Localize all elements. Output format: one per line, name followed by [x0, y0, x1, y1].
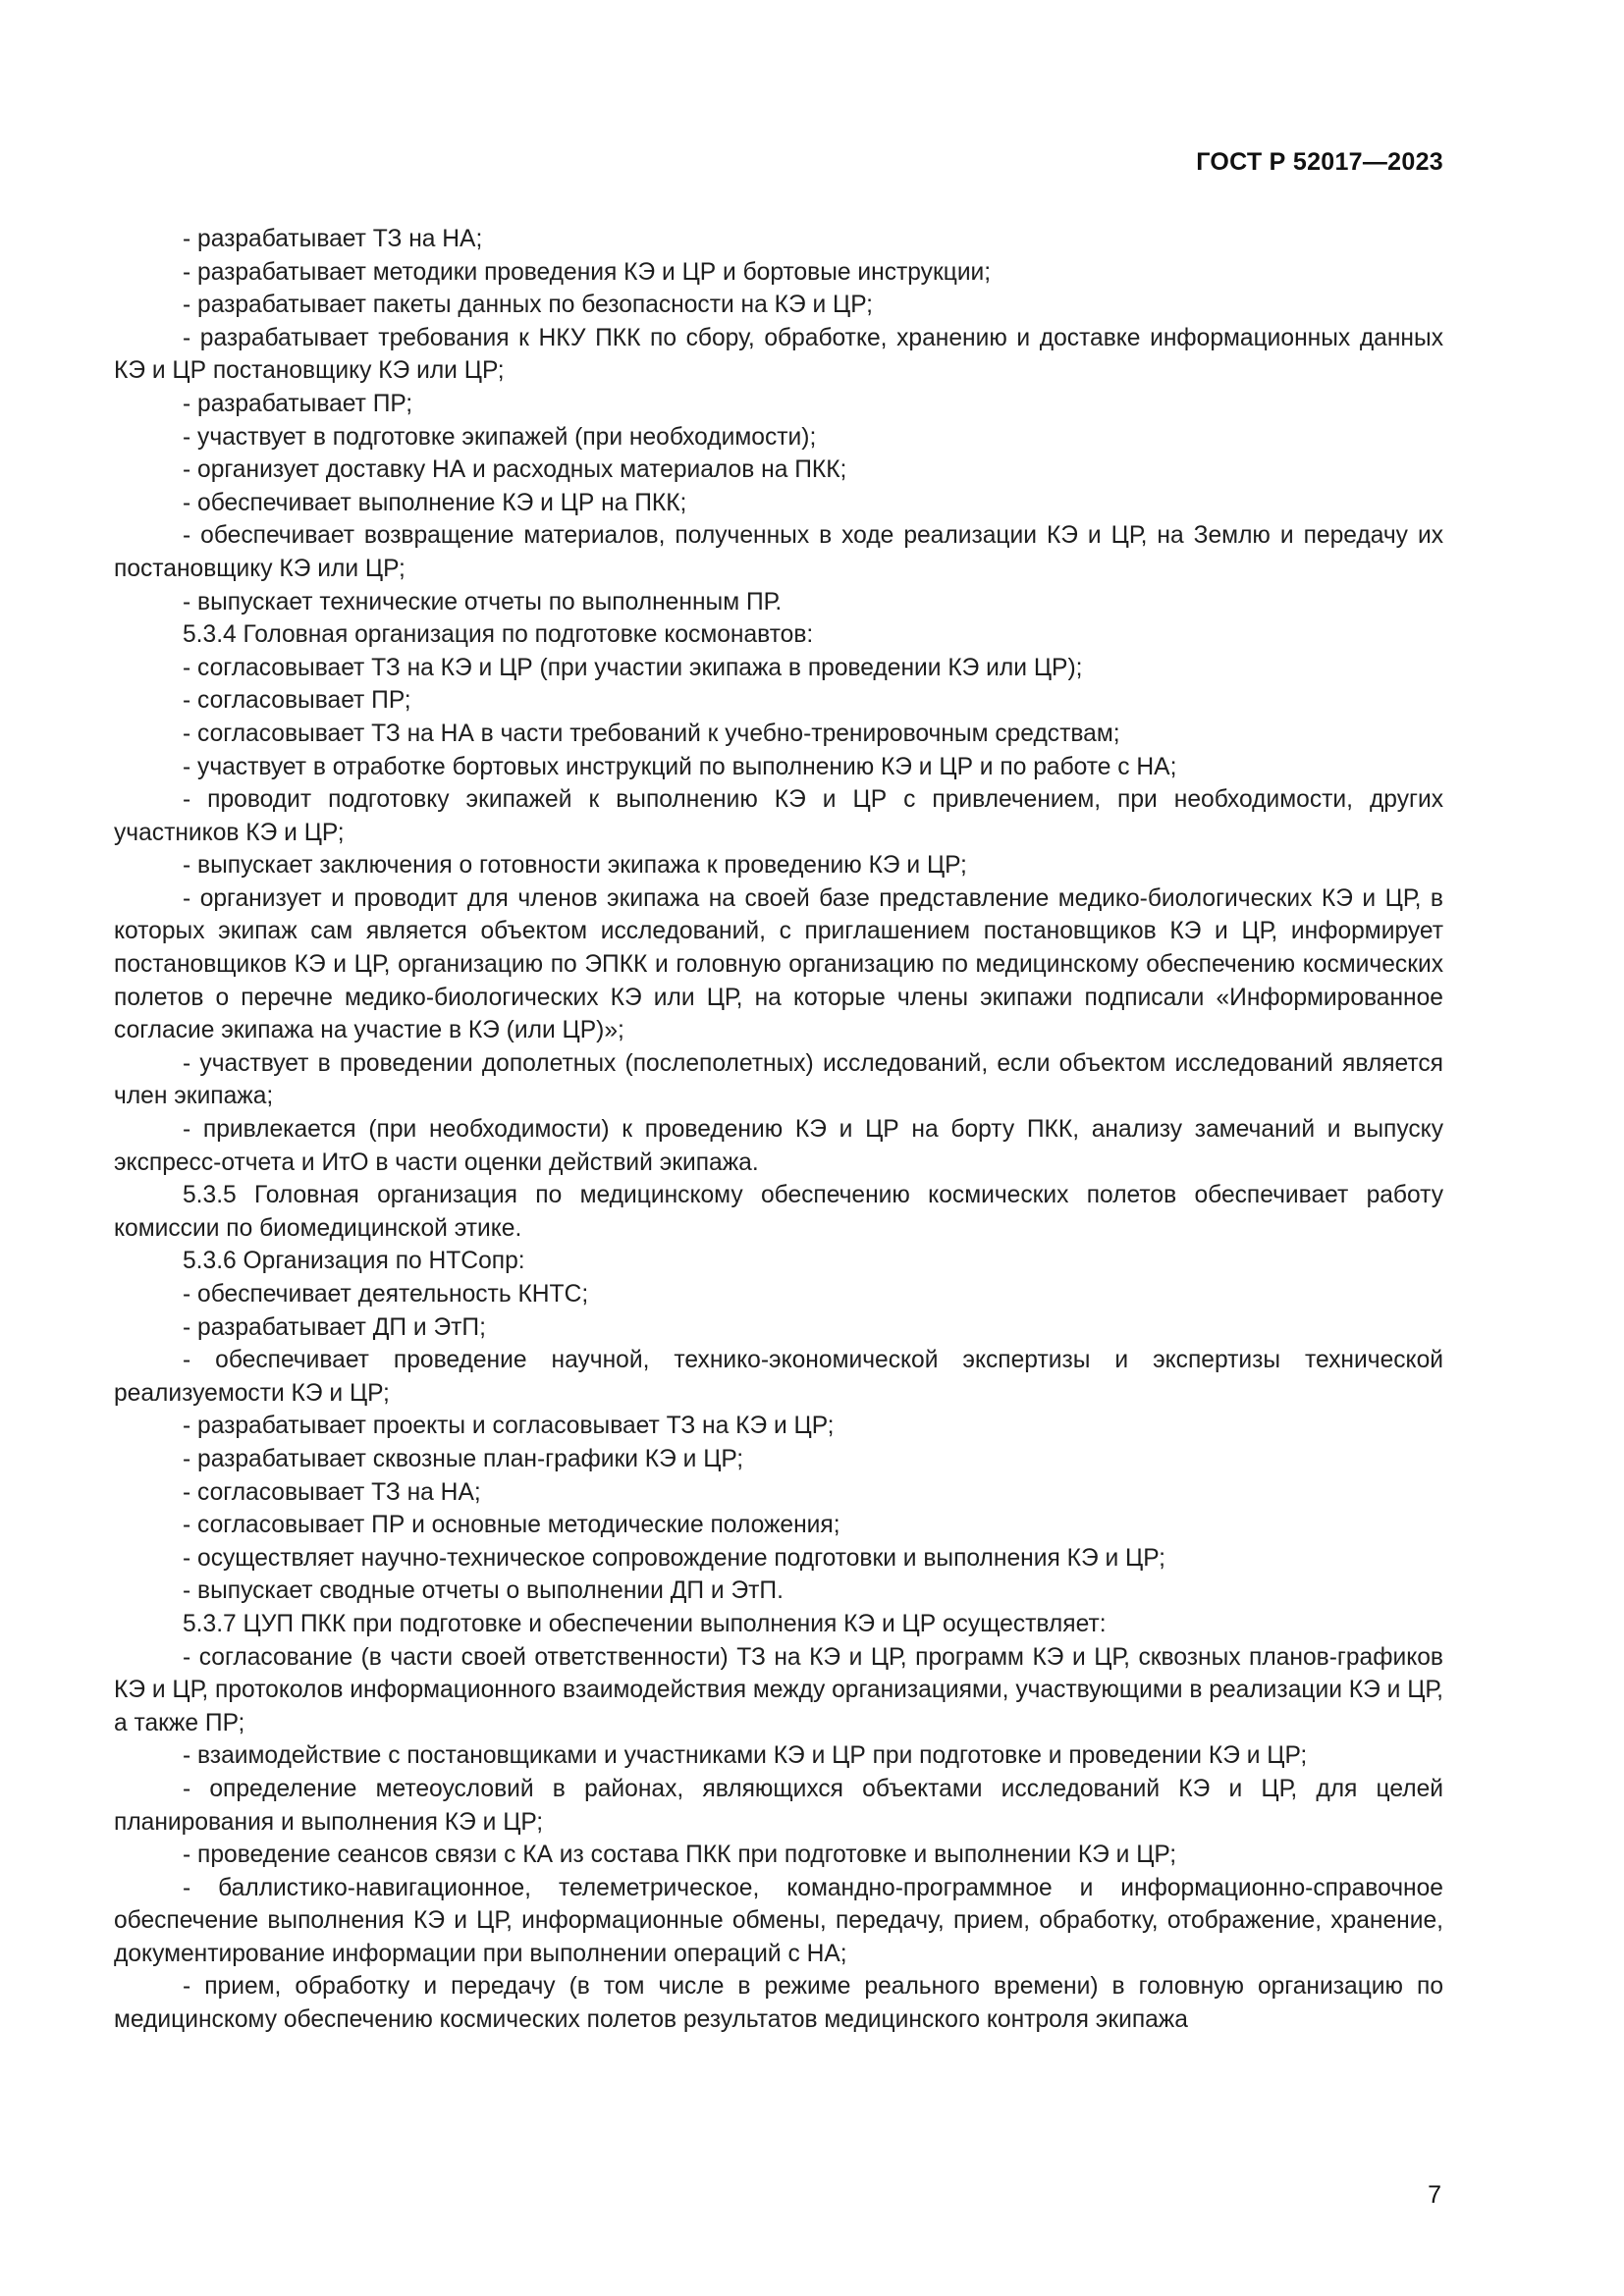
paragraph: - разрабатывает ПР;: [183, 390, 413, 417]
paragraph: - участвует в проведении дополетных (послеполетных) исследований, если объектом исследований является член экипажа;: [114, 1049, 1443, 1110]
paragraph: - привлекается (при необходимости) к проведению КЭ и ЦР на борту ПКК, анализу замечаний и выпуску экспресс-отчета и ИтО в части оценки действий экипажа.: [114, 1116, 1443, 1176]
paragraph: - согласовывает ТЗ на КЭ и ЦР (при участии экипажа в проведении КЭ или ЦР);: [183, 654, 1083, 681]
paragraph: - согласовывает ПР и основные методические положения;: [183, 1512, 840, 1539]
paragraph: - баллистико-навигационное, телеметрическое, командно-программное и информационно-справочное обеспечение выполнения КЭ и ЦР, информационные обмены, передачу, прием, обработку, отображение, хранение, документирование информации при выполнении операций с НА;: [114, 1874, 1443, 1967]
paragraph: - выпускает сводные отчеты о выполнении ДП и ЭтП.: [183, 1577, 784, 1605]
paragraph: 5.3.7 ЦУП ПКК при подготовке и обеспечении выполнения КЭ и ЦР осуществляет:: [183, 1610, 1107, 1637]
paragraph: - участвует в отработке бортовых инструкций по выполнению КЭ и ЦР и по работе с НА;: [183, 753, 1177, 780]
paragraph: - проводит подготовку экипажей к выполнению КЭ и ЦР с привлечением, при необходимости, других участников КЭ и ЦР;: [114, 786, 1443, 846]
paragraph: - организует доставку НА и расходных материалов на ПКК;: [183, 456, 847, 484]
paragraph: - выпускает заключения о готовности экипажа к проведению КЭ и ЦР;: [183, 852, 967, 880]
paragraph: - организует и проводит для членов экипажа на своей базе представление медико-биологических КЭ и ЦР, в которых экипаж сам является объектом исследований, с приглашением постановщиков КЭ и ЦР, информирует постановщиков КЭ и ЦР, организацию по ЭПКК и головную организацию по медицинскому обеспечению космических полетов о перечне медико-биологических КЭ или ЦР, на которые члены экипажи подписали «Информированное согласие экипажа на участие в КЭ (или ЦР)»;: [114, 884, 1443, 1044]
paragraph: - разрабатывает сквозные план-графики КЭ и ЦР;: [183, 1445, 744, 1472]
paragraph: 5.3.5 Головная организация по медицинскому обеспечению космических полетов обеспечивает работу комиссии по биомедицинской этике.: [114, 1182, 1443, 1242]
paragraph: - согласовывает ПР;: [183, 687, 411, 715]
paragraph: - разрабатывает ДП и ЭтП;: [183, 1313, 486, 1341]
paragraph: - обеспечивает возвращение материалов, полученных в ходе реализации КЭ и ЦР, на Землю и передачу их постановщику КЭ или ЦР;: [114, 522, 1443, 582]
paragraph: 5.3.4 Головная организация по подготовке космонавтов:: [183, 621, 814, 649]
paragraph: - выпускает технические отчеты по выполненным ПР.: [183, 588, 783, 615]
paragraph: - обеспечивает выполнение КЭ и ЦР на ПКК;: [183, 489, 687, 516]
paragraph: - определение метеоусловий в районах, являющихся объектами исследований КЭ и ЦР, для целей планирования и выполнения КЭ и ЦР;: [114, 1775, 1443, 1836]
paragraph: 5.3.6 Организация по НТСопр:: [183, 1248, 525, 1275]
body-text: [114, 223, 1443, 2037]
paragraph: - проведение сеансов связи с КА из состава ПКК при подготовке и выполнении КЭ и ЦР;: [183, 1842, 1177, 1869]
paragraph: - разрабатывает пакеты данных по безопасности на КЭ и ЦР;: [183, 292, 873, 319]
paragraph: - разрабатывает требования к НКУ ПКК по сбору, обработке, хранению и доставке информационных данных КЭ и ЦР постановщику КЭ или ЦР;: [114, 324, 1443, 385]
paragraph: - обеспечивает проведение научной, технико-экономической экспертизы и экспертизы технической реализуемости КЭ и ЦР;: [114, 1347, 1443, 1407]
paragraph: - осуществляет научно-техническое сопровождение подготовки и выполнения КЭ и ЦР;: [183, 1544, 1165, 1572]
paragraph: - участвует в подготовке экипажей (при необходимости);: [183, 423, 817, 451]
paragraph: - согласование (в части своей ответственности) ТЗ на КЭ и ЦР, программ КЭ и ЦР, сквозных планов-графиков КЭ и ЦР, протоколов информационного взаимодействия между организациями, участвующими в реализации КЭ и ЦР, а также ПР;: [114, 1643, 1443, 1736]
paragraph: - разрабатывает методики проведения КЭ и ЦР и бортовые инструкции;: [183, 258, 992, 286]
page-number: 7: [1428, 2181, 1441, 2209]
paragraph: - разрабатывает проекты и согласовывает ТЗ на КЭ и ЦР;: [183, 1413, 835, 1440]
paragraph: - прием, обработку и передачу (в том числе в режиме реального времени) в головную организацию по медицинскому обеспечению космических полетов результатов медицинского контроля экипажа: [114, 1973, 1443, 2034]
paragraph: - разрабатывает ТЗ на НА;: [183, 226, 483, 252]
paragraph: - согласовывает ТЗ на НА;: [183, 1478, 481, 1506]
paragraph: - согласовывает ТЗ на НА в части требований к учебно-тренировочным средствам;: [183, 720, 1120, 747]
paragraph: - взаимодействие с постановщиками и участниками КЭ и ЦР при подготовке и проведении КЭ и ЦР;: [183, 1742, 1308, 1770]
document-code: ГОСТ Р 52017—2023: [1196, 148, 1443, 176]
paragraph: - обеспечивает деятельность КНТС;: [183, 1281, 589, 1308]
